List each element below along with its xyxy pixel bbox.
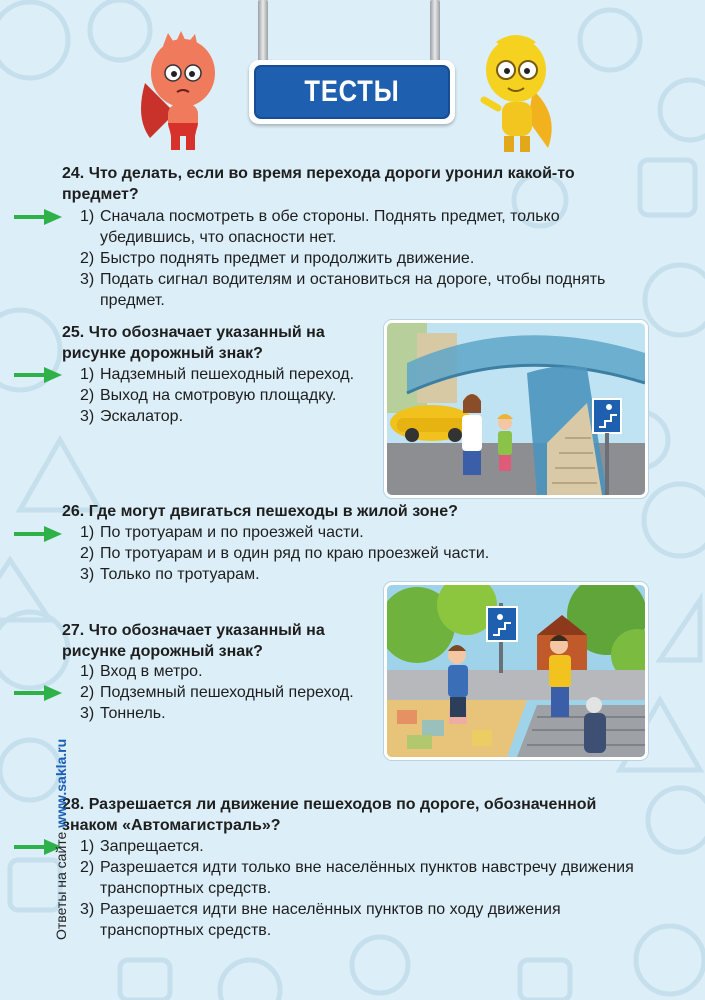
answer-number: 2) (80, 545, 95, 562)
overpass-illustration (384, 320, 648, 498)
correct-answer-arrow-icon (14, 207, 64, 227)
question-24-text: 24. Что делать, если во время перехода дороги уронил какой-то предмет? (62, 165, 575, 203)
answers-25 (80, 364, 370, 427)
question-28 (62, 794, 642, 836)
correct-answer-arrow-icon (14, 524, 64, 544)
answer-text: Подземный пешеходный переход. (100, 684, 354, 701)
answer-number: 2) (80, 684, 95, 701)
answer-number: 3) (80, 901, 95, 918)
answer-text: Разрешается идти только вне населённых пунктов навстречу движения транспортных средств. (100, 859, 634, 897)
answer-text: Вход в метро. (100, 663, 203, 680)
answer-25-1[interactable] (80, 364, 370, 385)
answer-text: Надземный пешеходный переход. (100, 366, 355, 383)
page-title: ТЕСТЫ (304, 75, 400, 108)
answer-number: 1) (80, 524, 95, 541)
answer-28-2[interactable] (80, 857, 640, 899)
answer-27-2[interactable] (80, 682, 370, 703)
question-26 (62, 501, 622, 522)
answer-text: Только по тротуарам. (100, 566, 260, 583)
underpass-illustration (384, 582, 648, 760)
underpass-scene (387, 585, 645, 757)
red-mascot-illustration (135, 28, 225, 153)
question-25-text: 25. Что обозначает указанный на рисунке дорожный знак? (62, 324, 325, 362)
answer-text: Быстро поднять предмет и продолжить движение. (100, 250, 475, 267)
answer-24-3[interactable] (80, 269, 640, 311)
overpass-scene (387, 323, 645, 495)
answer-text: Подать сигнал водителям и остановиться на дороге, чтобы поднять предмет. (100, 271, 606, 309)
correct-answer-arrow-icon (14, 365, 64, 385)
answer-text: Запрещается. (100, 838, 204, 855)
answer-text: Выход на смотровую площадку. (100, 387, 337, 404)
answer-number: 2) (80, 859, 95, 876)
answer-number: 3) (80, 566, 95, 583)
answer-25-3[interactable] (80, 406, 370, 427)
answer-number: 1) (80, 366, 95, 383)
answers-26 (80, 522, 640, 585)
answer-26-1[interactable] (80, 522, 640, 543)
answer-text: По тротуарам и по проезжей части. (100, 524, 364, 541)
answers-28 (80, 836, 640, 941)
yellow-mascot-illustration (478, 30, 560, 155)
answer-number: 2) (80, 250, 95, 267)
answers-site-caption (53, 739, 69, 940)
answer-text: Тоннель. (100, 705, 166, 722)
caption-prefix: Ответы на сайте (53, 831, 69, 940)
answer-text: Эскалатор. (100, 408, 184, 425)
answer-number: 1) (80, 663, 95, 680)
answers-27 (80, 661, 370, 724)
answer-number: 1) (80, 838, 95, 855)
question-27-text: 27. Что обозначает указанный на рисунке дорожный знак? (62, 622, 325, 660)
question-28-text: 28. Разрешается ли движение пешеходов по дороге, обозначенной знаком «Автомагистраль»? (62, 796, 597, 834)
sign-post-right (430, 0, 440, 62)
answer-26-2[interactable] (80, 543, 640, 564)
answer-number: 2) (80, 387, 95, 404)
answer-number: 3) (80, 408, 95, 425)
question-24 (62, 163, 622, 205)
question-27 (62, 620, 332, 662)
answer-25-2[interactable] (80, 385, 370, 406)
answer-text: По тротуарам и в один ряд по краю проезжей части. (100, 545, 490, 562)
question-25 (62, 322, 332, 364)
answer-text: Разрешается идти вне населённых пунктов по ходу движения транспортных средств. (100, 901, 561, 939)
answers-24 (80, 206, 640, 311)
answer-number: 3) (80, 271, 95, 288)
answer-27-1[interactable] (80, 661, 370, 682)
answer-28-3[interactable] (80, 899, 640, 941)
site-link[interactable]: www.sakla.ru (53, 738, 69, 828)
answer-24-1[interactable] (80, 206, 640, 248)
answer-24-2[interactable] (80, 248, 640, 269)
answer-28-1[interactable] (80, 836, 640, 857)
answer-number: 1) (80, 208, 95, 225)
question-26-text: 26. Где могут двигаться пешеходы в жилой зоне? (62, 503, 458, 520)
answer-text: Сначала посмотреть в обе стороны. Поднять предмет, только убедившись, что опасности нет. (100, 208, 560, 246)
answer-number: 3) (80, 705, 95, 722)
header-sign (249, 60, 455, 124)
answer-27-3[interactable] (80, 703, 370, 724)
sign-post-left (258, 0, 268, 62)
correct-answer-arrow-icon (14, 683, 64, 703)
